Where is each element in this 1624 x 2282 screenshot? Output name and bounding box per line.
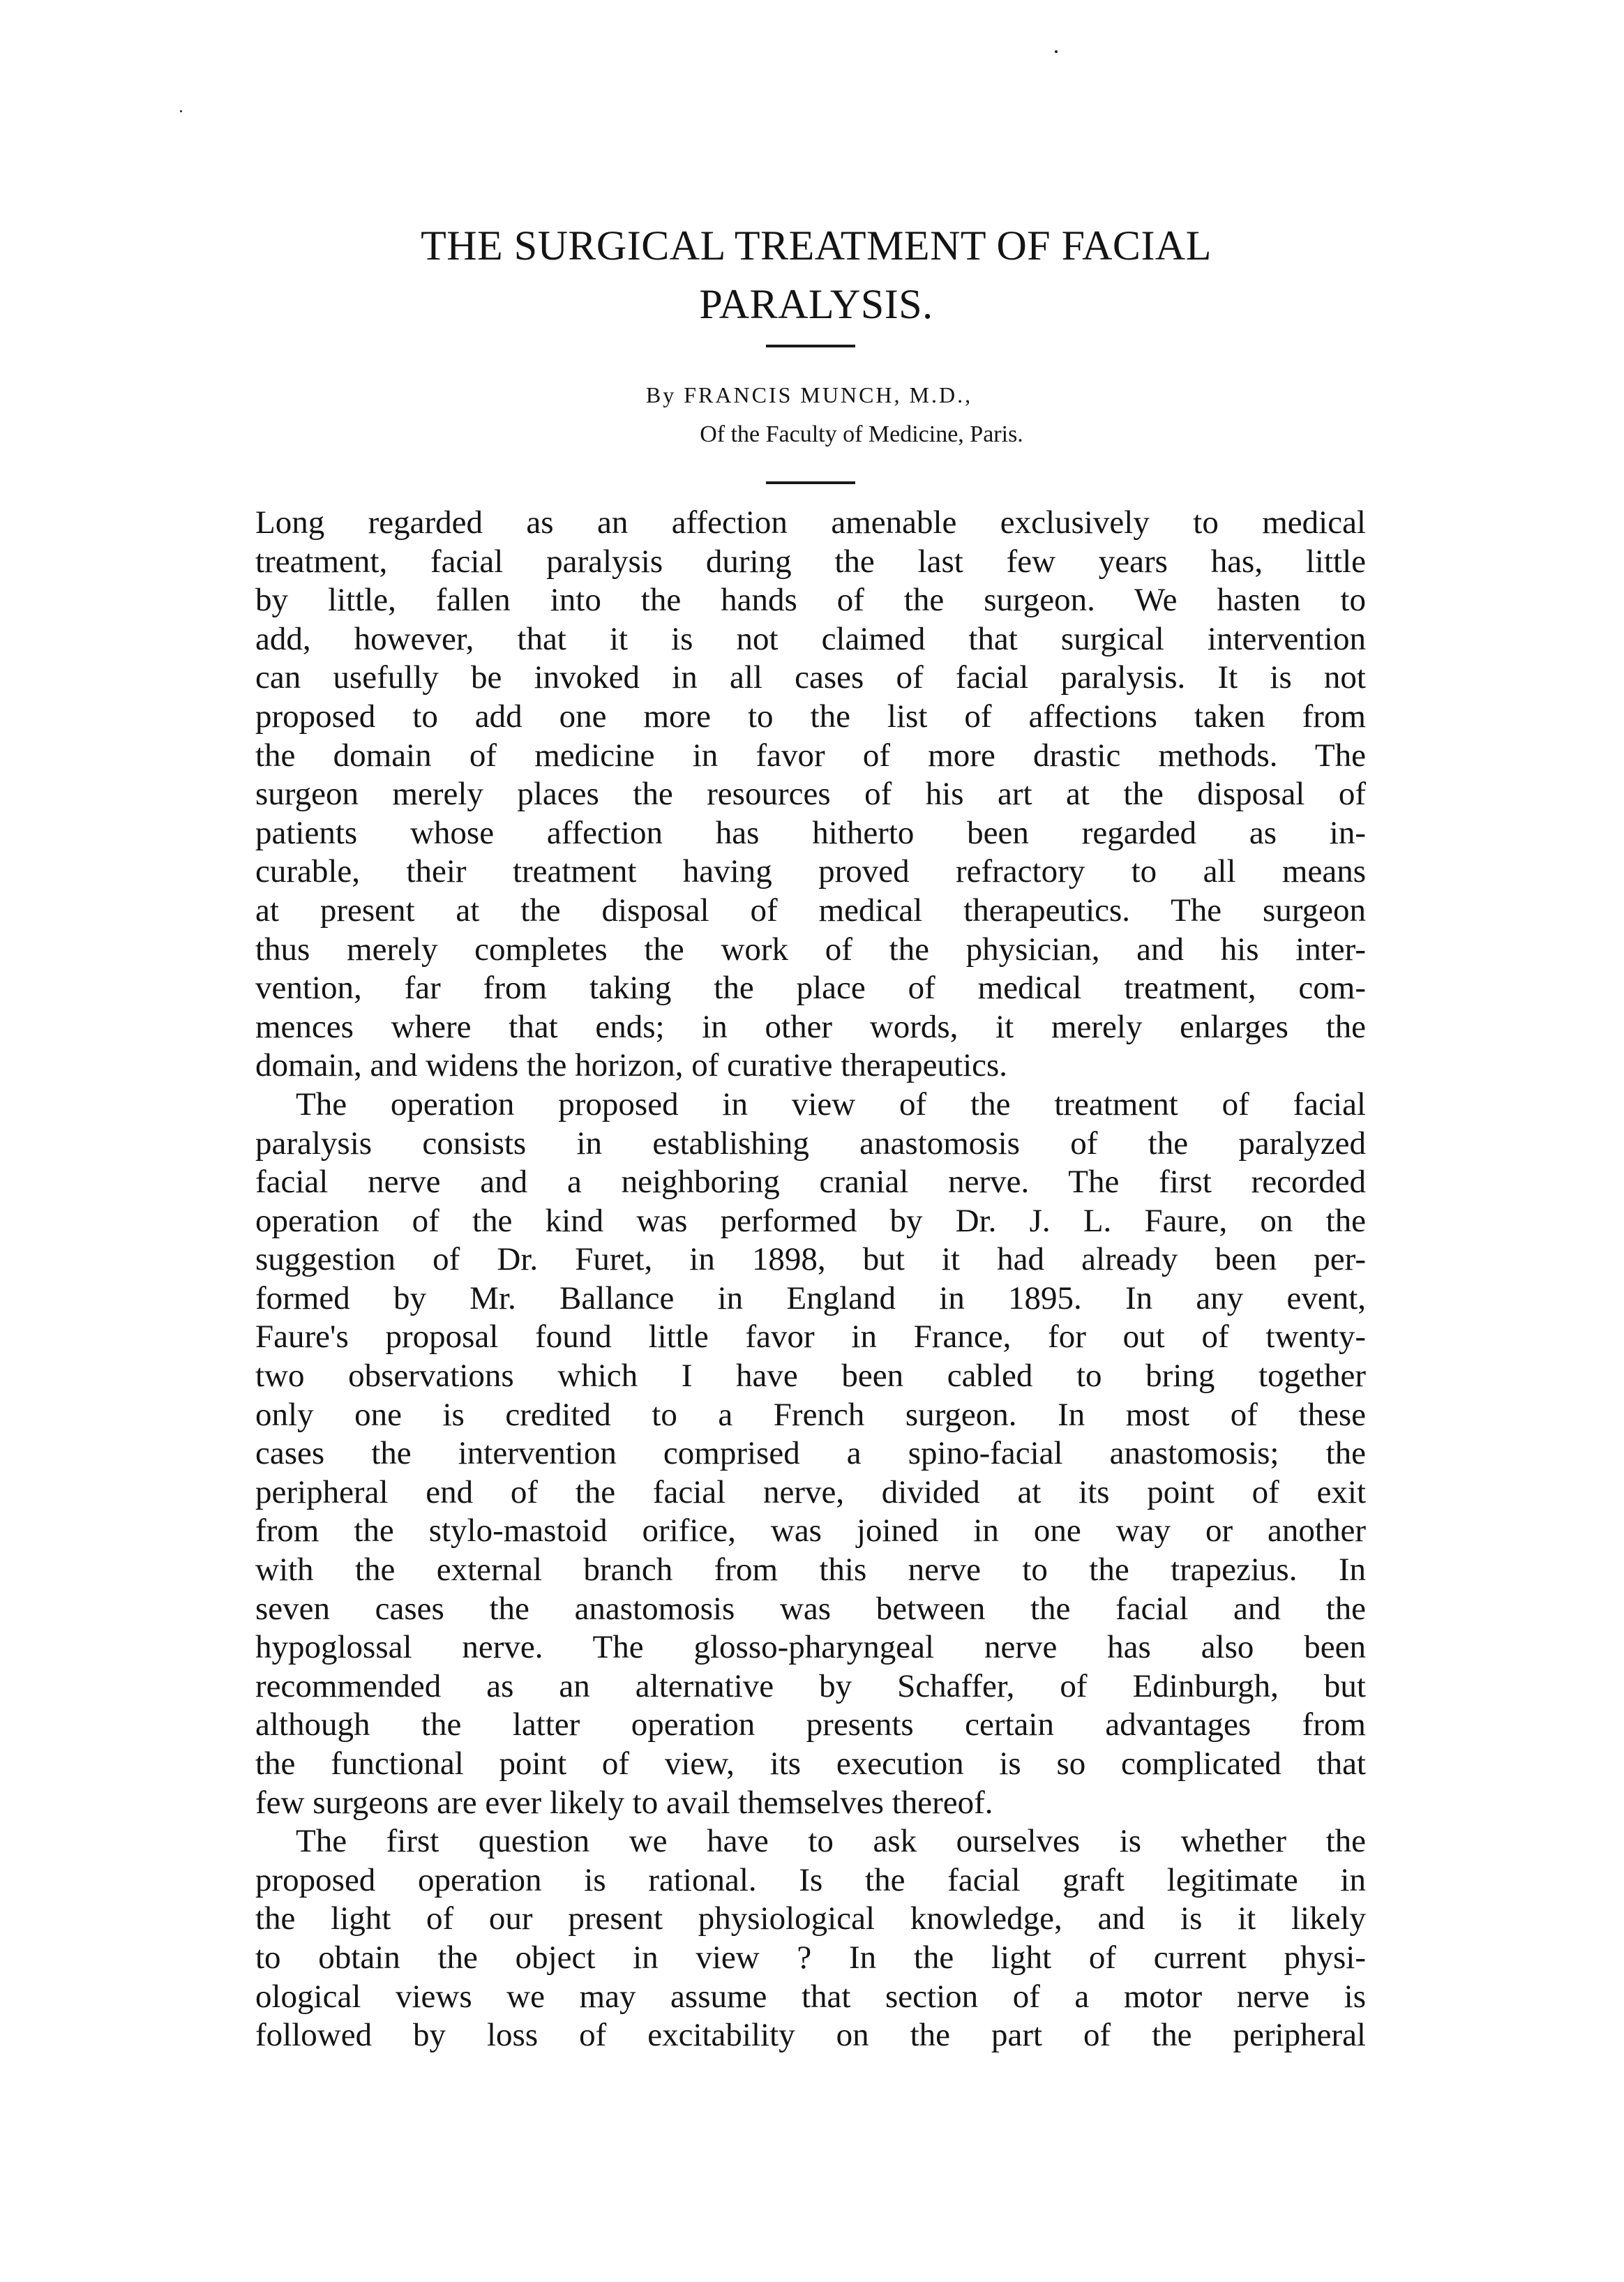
text-line: The operation proposed in view of the treatment of facial: [296, 1086, 1366, 1123]
text-line: suggestion of Dr. Furet, in 1898, but it had already been per-: [255, 1241, 1366, 1278]
text-line: paralysis consists in establishing anastomosis of the paralyzed: [255, 1125, 1366, 1162]
text-line: operation of the kind was performed by Dr. J. L. Faure, on the: [255, 1202, 1366, 1239]
byline-divider: [766, 481, 855, 484]
text-line: Long regarded as an affection amenable exclusively to medical: [255, 504, 1366, 541]
text-line: to obtain the object in view ? In the light of current physi-: [255, 1939, 1366, 1976]
text-line: can usefully be invoked in all cases of facial paralysis. It is not: [255, 659, 1366, 696]
text-line: at present at the disposal of medical therapeutics. The surgeon: [255, 892, 1366, 929]
title-divider: [766, 345, 855, 347]
text-line: ological views we may assume that section of a motor nerve is: [255, 1978, 1366, 2015]
article-title-line: PARALYSIS.: [699, 281, 933, 327]
text-line: facial nerve and a neighboring cranial nerve. The first recorded: [255, 1164, 1366, 1201]
text-line: the domain of medicine in favor of more drastic methods. The: [255, 737, 1366, 774]
text-line: patients whose affection has hitherto been regarded as in-: [255, 814, 1366, 851]
text-line: followed by loss of excitability on the part of the peripheral: [255, 2017, 1366, 2054]
text-line: Faure's proposal found little favor in France, for out of twenty-: [255, 1319, 1366, 1356]
text-line: vention, far from taking the place of medical treatment, com-: [255, 970, 1366, 1007]
scan-speck: [180, 110, 182, 112]
text-line: two observations which I have been cabled to bring together: [255, 1358, 1366, 1395]
text-line: curable, their treatment having proved refractory to all means: [255, 853, 1366, 890]
scan-speck: [1055, 50, 1058, 53]
text-line: proposed operation is rational. Is the facial graft legitimate in: [255, 1861, 1366, 1898]
article-body: [255, 504, 1366, 2055]
text-line: with the external branch from this nerve to the trapezius. In: [255, 1552, 1366, 1589]
author-line: By FRANCIS MUNCH, M.D.,: [645, 382, 973, 407]
text-line: peripheral end of the facial nerve, divided at its point of exit: [255, 1473, 1366, 1510]
text-line: cases the intervention comprised a spino-facial anastomosis; the: [255, 1435, 1366, 1472]
text-line: formed by Mr. Ballance in England in 1895. In any event,: [255, 1279, 1366, 1316]
text-line: mences where that ends; in other words, it merely enlarges the: [255, 1008, 1366, 1045]
byline: [391, 375, 1228, 455]
text-line: thus merely completes the work of the physician, and his inter-: [255, 931, 1366, 968]
text-line: although the latter operation presents certain advantages from: [255, 1706, 1366, 1743]
paragraph: [255, 1822, 1366, 2055]
text-line: surgeon merely places the resources of his art at the disposal of: [255, 776, 1366, 813]
text-line: recommended as an alternative by Schaffer, of Edinburgh, but: [255, 1667, 1366, 1704]
text-line: hypoglossal nerve. The glosso-pharyngeal nerve has also been: [255, 1629, 1366, 1666]
affiliation-line: Of the Faculty of Medicine, Paris.: [700, 421, 1023, 447]
article-title-line: THE SURGICAL TREATMENT OF FACIAL: [421, 223, 1212, 269]
text-line: few surgeons are ever likely to avail themselves thereof.: [255, 1784, 993, 1821]
text-line: proposed to add one more to the list of affections taken from: [255, 698, 1366, 735]
paragraph: [255, 1086, 1366, 1822]
text-line: seven cases the anastomosis was between the facial and the: [255, 1590, 1366, 1627]
paragraph: [255, 504, 1366, 1086]
text-line: by little, fallen into the hands of the surgeon. We hasten to: [255, 582, 1366, 619]
text-line: treatment, facial paralysis during the last few years has, little: [255, 543, 1366, 580]
text-line: the light of our present physiological knowledge, and is it likely: [255, 1900, 1366, 1937]
text-line: domain, and widens the horizon, of curative therapeutics.: [255, 1047, 1008, 1084]
text-line: the functional point of view, its execution is so complicated that: [255, 1746, 1366, 1782]
text-line: only one is credited to a French surgeon. In most of these: [255, 1396, 1366, 1433]
text-line: add, however, that it is not claimed that surgical intervention: [255, 620, 1366, 657]
text-line: The first question we have to ask ourselves is whether the: [296, 1823, 1366, 1860]
article-title: [314, 216, 1318, 333]
text-line: from the stylo-mastoid orifice, was joined in one way or another: [255, 1512, 1366, 1549]
